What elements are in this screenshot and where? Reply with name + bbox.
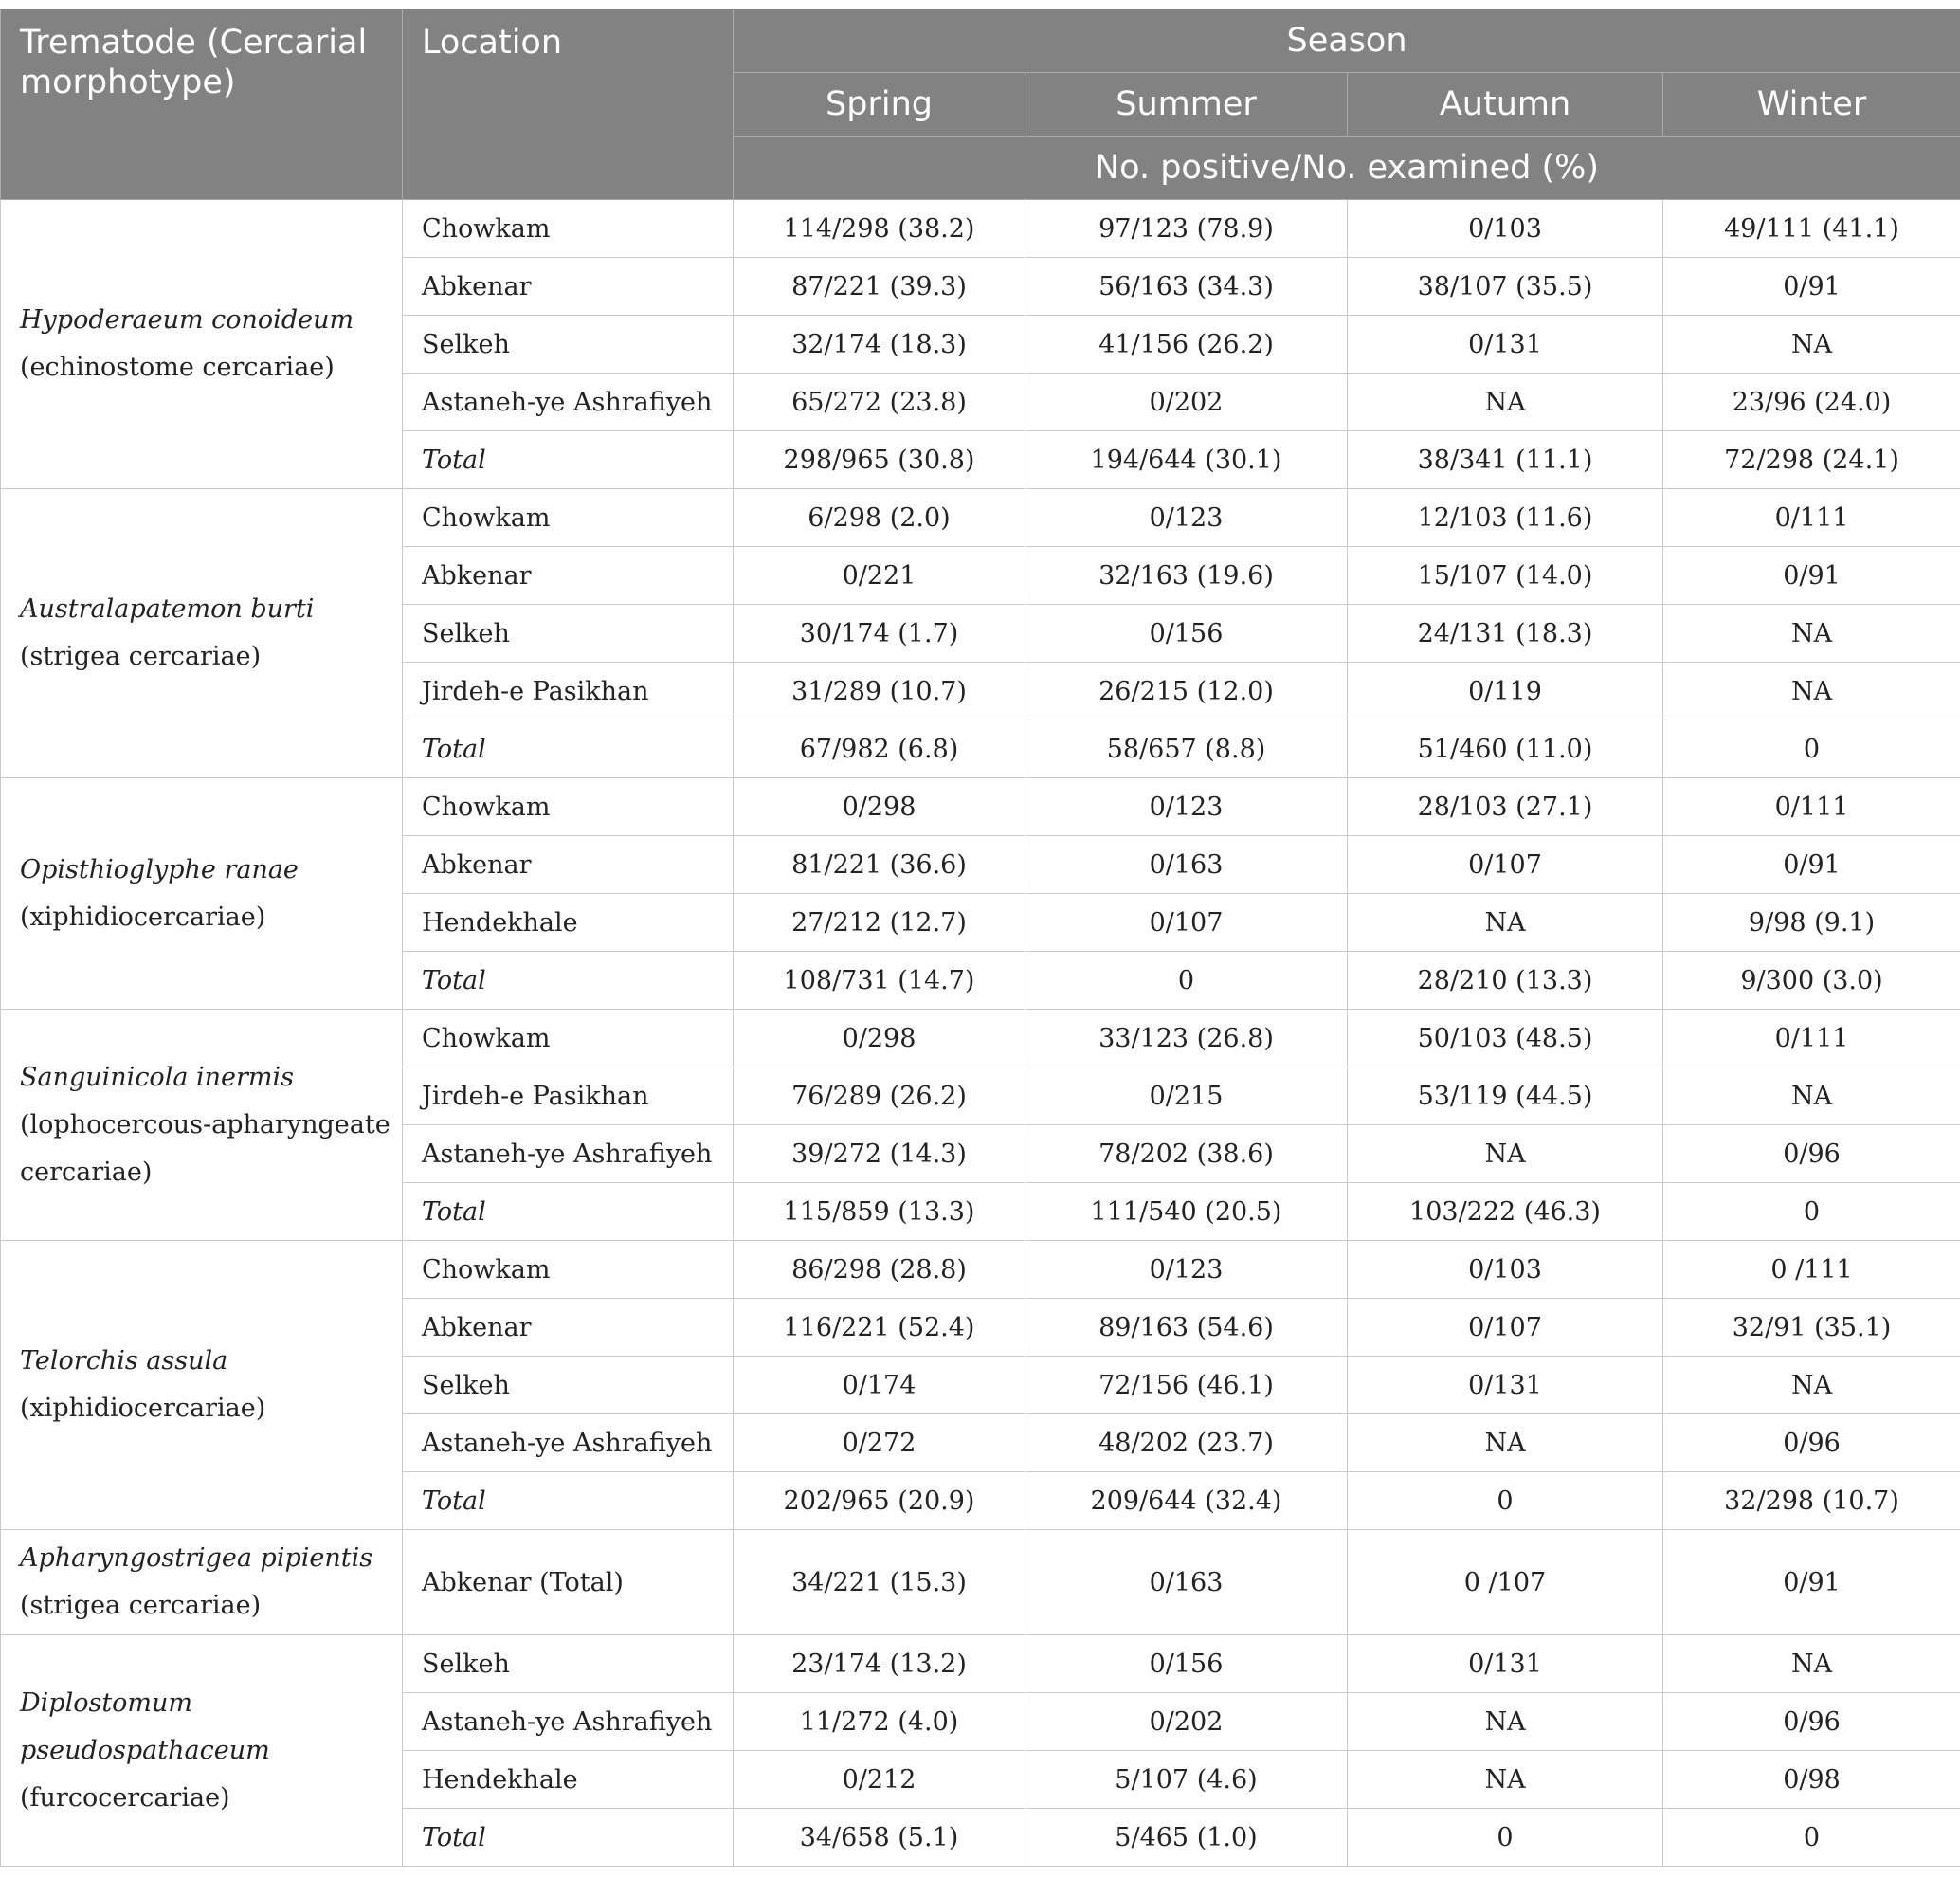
spring-value-cell: 6/298 (2.0) <box>734 489 1025 547</box>
total-label: Total <box>403 1183 734 1241</box>
spring-value-cell: 0/298 <box>734 1010 1025 1067</box>
autumn-value-cell: 103/222 (46.3) <box>1348 1183 1663 1241</box>
autumn-value-cell: 0 <box>1348 1809 1663 1867</box>
header-trematode: Trematode (Cercarial morphotype) <box>1 9 403 200</box>
summer-value-cell: 41/156 (26.2) <box>1025 316 1348 374</box>
spring-value-cell: 30/174 (1.7) <box>734 605 1025 663</box>
table-row <box>1 489 1960 547</box>
total-label: Total <box>403 1809 734 1867</box>
autumn-value-cell: NA <box>1348 374 1663 431</box>
header-units: No. positive/No. examined (%) <box>734 137 1960 200</box>
autumn-value-cell: 38/107 (35.5) <box>1348 258 1663 316</box>
total-label: Total <box>403 720 734 778</box>
location-cell: Chowkam <box>403 778 734 836</box>
winter-value-cell: 0/96 <box>1663 1125 1960 1183</box>
location-cell: Abkenar <box>403 1299 734 1357</box>
autumn-value-cell: 51/460 (11.0) <box>1348 720 1663 778</box>
total-label: Total <box>403 1472 734 1530</box>
winter-value-cell: 0/111 <box>1663 778 1960 836</box>
table-row <box>1 200 1960 258</box>
summer-value-cell: 32/163 (19.6) <box>1025 547 1348 605</box>
species-name: Diplostomum pseudospathaceum <box>20 1687 270 1765</box>
winter-value-cell: 0 <box>1663 720 1960 778</box>
winter-value-cell: 49/111 (41.1) <box>1663 200 1960 258</box>
winter-value-cell: 9/300 (3.0) <box>1663 952 1960 1010</box>
winter-value-cell: NA <box>1663 605 1960 663</box>
spring-value-cell: 34/658 (5.1) <box>734 1809 1025 1867</box>
location-cell: Abkenar <box>403 547 734 605</box>
winter-value-cell: 0/91 <box>1663 836 1960 894</box>
autumn-value-cell: 0/131 <box>1348 316 1663 374</box>
winter-value-cell: 0/111 <box>1663 1010 1960 1067</box>
summer-value-cell: 0/163 <box>1025 836 1348 894</box>
winter-value-cell: 0 /111 <box>1663 1241 1960 1299</box>
summer-value-cell: 0/202 <box>1025 374 1348 431</box>
summer-value-cell: 0 <box>1025 952 1348 1010</box>
winter-value-cell: 0/111 <box>1663 489 1960 547</box>
species-name: Apharyngostrigea pipientis <box>20 1543 373 1573</box>
species-name: Opisthioglyphe ranae <box>20 854 299 884</box>
morphotype: (xiphidiocercariae) <box>20 902 266 932</box>
spring-value-cell: 108/731 (14.7) <box>734 952 1025 1010</box>
summer-value-cell: 58/657 (8.8) <box>1025 720 1348 778</box>
location-cell: Astaneh-ye Ashrafiyeh <box>403 1414 734 1472</box>
morphotype: (xiphidiocercariae) <box>20 1394 266 1423</box>
winter-value-cell: 32/298 (10.7) <box>1663 1472 1960 1530</box>
spring-value-cell: 115/859 (13.3) <box>734 1183 1025 1241</box>
winter-value-cell: NA <box>1663 316 1960 374</box>
spring-value-cell: 32/174 (18.3) <box>734 316 1025 374</box>
spring-value-cell: 114/298 (38.2) <box>734 200 1025 258</box>
summer-value-cell: 0/123 <box>1025 778 1348 836</box>
autumn-value-cell: NA <box>1348 1414 1663 1472</box>
autumn-value-cell: 0/103 <box>1348 1241 1663 1299</box>
location-cell: Chowkam <box>403 489 734 547</box>
location-cell: Chowkam <box>403 1010 734 1067</box>
location-cell: Abkenar <box>403 258 734 316</box>
location-cell: Chowkam <box>403 1241 734 1299</box>
spring-value-cell: 31/289 (10.7) <box>734 663 1025 720</box>
location-cell: Abkenar <box>403 836 734 894</box>
summer-value-cell: 78/202 (38.6) <box>1025 1125 1348 1183</box>
species-name: Hypoderaeum conoideum <box>20 305 354 335</box>
table-row <box>1 778 1960 836</box>
summer-value-cell: 89/163 (54.6) <box>1025 1299 1348 1357</box>
table-row <box>1 1010 1960 1067</box>
summer-value-cell: 194/644 (30.1) <box>1025 431 1348 489</box>
winter-value-cell: 32/91 (35.1) <box>1663 1299 1960 1357</box>
morphotype: (strigea cercariae) <box>20 1591 262 1620</box>
spring-value-cell: 0/272 <box>734 1414 1025 1472</box>
table-header <box>1 9 1960 200</box>
winter-value-cell: 0/91 <box>1663 1530 1960 1635</box>
spring-value-cell: 0/298 <box>734 778 1025 836</box>
autumn-value-cell: 12/103 (11.6) <box>1348 489 1663 547</box>
header-winter: Winter <box>1663 73 1960 137</box>
location-cell: Selkeh <box>403 1357 734 1414</box>
location-cell: Astaneh-ye Ashrafiyeh <box>403 1693 734 1751</box>
summer-value-cell: 26/215 (12.0) <box>1025 663 1348 720</box>
summer-value-cell: 48/202 (23.7) <box>1025 1414 1348 1472</box>
winter-value-cell: 0/91 <box>1663 547 1960 605</box>
winter-value-cell: 0/91 <box>1663 258 1960 316</box>
spring-value-cell: 202/965 (20.9) <box>734 1472 1025 1530</box>
autumn-value-cell: 0/103 <box>1348 200 1663 258</box>
spring-value-cell: 34/221 (15.3) <box>734 1530 1025 1635</box>
header-spring: Spring <box>734 73 1025 137</box>
autumn-value-cell: 0/119 <box>1348 663 1663 720</box>
total-label: Total <box>403 952 734 1010</box>
autumn-value-cell: 50/103 (48.5) <box>1348 1010 1663 1067</box>
table-row <box>1 1530 1960 1635</box>
location-cell: Chowkam <box>403 200 734 258</box>
autumn-value-cell: NA <box>1348 1693 1663 1751</box>
autumn-value-cell: 24/131 (18.3) <box>1348 605 1663 663</box>
winter-value-cell: 0/96 <box>1663 1693 1960 1751</box>
location-cell: Astaneh-ye Ashrafiyeh <box>403 374 734 431</box>
spring-value-cell: 0/174 <box>734 1357 1025 1414</box>
autumn-value-cell: NA <box>1348 1751 1663 1809</box>
trematode-cell <box>1 200 403 489</box>
winter-value-cell: 0 <box>1663 1809 1960 1867</box>
summer-value-cell: 0/156 <box>1025 1635 1348 1693</box>
location-cell: Hendekhale <box>403 1751 734 1809</box>
spring-value-cell: 65/272 (23.8) <box>734 374 1025 431</box>
summer-value-cell: 5/107 (4.6) <box>1025 1751 1348 1809</box>
summer-value-cell: 209/644 (32.4) <box>1025 1472 1348 1530</box>
header-season: Season <box>734 9 1960 73</box>
autumn-value-cell: 0/107 <box>1348 836 1663 894</box>
location-cell: Abkenar (Total) <box>403 1530 734 1635</box>
prevalence-table-container <box>0 9 1960 1867</box>
spring-value-cell: 116/221 (52.4) <box>734 1299 1025 1357</box>
spring-value-cell: 0/212 <box>734 1751 1025 1809</box>
summer-value-cell: 72/156 (46.1) <box>1025 1357 1348 1414</box>
morphotype: (strigea cercariae) <box>20 642 262 671</box>
winter-value-cell: NA <box>1663 1357 1960 1414</box>
winter-value-cell: NA <box>1663 663 1960 720</box>
table-body <box>1 200 1960 1867</box>
autumn-value-cell: 0/131 <box>1348 1635 1663 1693</box>
species-name: Australapatemon burti <box>20 594 315 624</box>
location-cell: Selkeh <box>403 605 734 663</box>
spring-value-cell: 87/221 (39.3) <box>734 258 1025 316</box>
summer-value-cell: 97/123 (78.9) <box>1025 200 1348 258</box>
autumn-value-cell: 0/131 <box>1348 1357 1663 1414</box>
autumn-value-cell: 53/119 (44.5) <box>1348 1067 1663 1125</box>
spring-value-cell: 27/212 (12.7) <box>734 894 1025 952</box>
table-row <box>1 1635 1960 1693</box>
trematode-cell <box>1 489 403 778</box>
summer-value-cell: 0/123 <box>1025 489 1348 547</box>
winter-value-cell: 72/298 (24.1) <box>1663 431 1960 489</box>
winter-value-cell: NA <box>1663 1067 1960 1125</box>
spring-value-cell: 86/298 (28.8) <box>734 1241 1025 1299</box>
autumn-value-cell: 0 /107 <box>1348 1530 1663 1635</box>
spring-value-cell: 81/221 (36.6) <box>734 836 1025 894</box>
summer-value-cell: 0/107 <box>1025 894 1348 952</box>
winter-value-cell: 23/96 (24.0) <box>1663 374 1960 431</box>
location-cell: Astaneh-ye Ashrafiyeh <box>403 1125 734 1183</box>
summer-value-cell: 56/163 (34.3) <box>1025 258 1348 316</box>
winter-value-cell: NA <box>1663 1635 1960 1693</box>
spring-value-cell: 0/221 <box>734 547 1025 605</box>
autumn-value-cell: 38/341 (11.1) <box>1348 431 1663 489</box>
autumn-value-cell: 28/103 (27.1) <box>1348 778 1663 836</box>
trematode-cell <box>1 1530 403 1635</box>
summer-value-cell: 0/202 <box>1025 1693 1348 1751</box>
winter-value-cell: 0/98 <box>1663 1751 1960 1809</box>
trematode-cell <box>1 1635 403 1867</box>
summer-value-cell: 33/123 (26.8) <box>1025 1010 1348 1067</box>
morphotype: (furcocercariae) <box>20 1782 230 1813</box>
header-location: Location <box>403 9 734 200</box>
trematode-cell <box>1 1010 403 1241</box>
summer-value-cell: 111/540 (20.5) <box>1025 1183 1348 1241</box>
species-name: Sanguinicola inermis <box>20 1062 295 1092</box>
morphotype: (lophocercous-apharyngeate cercariae) <box>20 1109 390 1187</box>
summer-value-cell: 0/123 <box>1025 1241 1348 1299</box>
spring-value-cell: 76/289 (26.2) <box>734 1067 1025 1125</box>
autumn-value-cell: 0/107 <box>1348 1299 1663 1357</box>
autumn-value-cell: 15/107 (14.0) <box>1348 547 1663 605</box>
location-cell: Jirdeh-e Pasikhan <box>403 663 734 720</box>
winter-value-cell: 0 <box>1663 1183 1960 1241</box>
winter-value-cell: 0/96 <box>1663 1414 1960 1472</box>
spring-value-cell: 39/272 (14.3) <box>734 1125 1025 1183</box>
morphotype: (echinostome cercariae) <box>20 353 335 382</box>
spring-value-cell: 11/272 (4.0) <box>734 1693 1025 1751</box>
spring-value-cell: 67/982 (6.8) <box>734 720 1025 778</box>
summer-value-cell: 0/163 <box>1025 1530 1348 1635</box>
autumn-value-cell: 0 <box>1348 1472 1663 1530</box>
location-cell: Hendekhale <box>403 894 734 952</box>
header-autumn: Autumn <box>1348 73 1663 137</box>
total-label: Total <box>403 431 734 489</box>
header-summer: Summer <box>1025 73 1348 137</box>
trematode-cell <box>1 778 403 1010</box>
autumn-value-cell: NA <box>1348 894 1663 952</box>
table-row <box>1 1241 1960 1299</box>
spring-value-cell: 298/965 (30.8) <box>734 431 1025 489</box>
summer-value-cell: 5/465 (1.0) <box>1025 1809 1348 1867</box>
winter-value-cell: 9/98 (9.1) <box>1663 894 1960 952</box>
spring-value-cell: 23/174 (13.2) <box>734 1635 1025 1693</box>
prevalence-table <box>0 9 1960 1867</box>
summer-value-cell: 0/215 <box>1025 1067 1348 1125</box>
trematode-cell <box>1 1241 403 1530</box>
species-name: Telorchis assula <box>20 1346 228 1376</box>
summer-value-cell: 0/156 <box>1025 605 1348 663</box>
autumn-value-cell: 28/210 (13.3) <box>1348 952 1663 1010</box>
location-cell: Jirdeh-e Pasikhan <box>403 1067 734 1125</box>
location-cell: Selkeh <box>403 316 734 374</box>
location-cell: Selkeh <box>403 1635 734 1693</box>
autumn-value-cell: NA <box>1348 1125 1663 1183</box>
